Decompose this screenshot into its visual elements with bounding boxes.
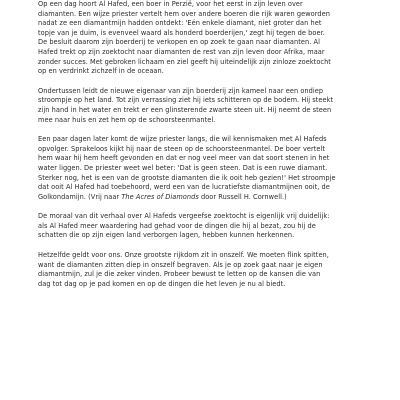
text-line: opvolger. Sprakeloos kijkt hij naar de steen op de schoorsteenmantel. De boer vertelt <box>38 144 326 153</box>
text-line: mee naar huis en zet hem op de schoorsteenmantel. <box>38 115 216 124</box>
citation-prefix: Golkondamijn. (Vrij naar <box>38 192 122 201</box>
text-line: stroompje op het land. Tot zijn verrassing ziet hij iets schitteren op de bodem. Hij steekt <box>38 96 334 105</box>
text-line: topje van je duim, is evenveel waard als honderd boerderijen,' zegt hij tegen de boer. <box>38 28 325 37</box>
text-line: dag tot dag op je pad komen en op de dingen die het leven je nu al biedt. <box>38 279 286 288</box>
text-line-citation <box>38 193 364 203</box>
paragraph-1 <box>38 0 364 77</box>
text-line: Hetzelfde geldt voor ons. Onze grootste rijkdom zit in onszelf. We moeten flink spitten, <box>38 251 329 260</box>
text-line: want de diamanten zitten diep in onszelf begraven. Als je op zoek gaat naar je eigen <box>38 260 323 269</box>
document-page <box>38 0 364 299</box>
paragraph-5 <box>38 251 364 289</box>
text-line: als Al Hafed meer waardering had gehad voor de dingen die hij al bezat, zou hij de <box>38 221 316 230</box>
text-line: Ondertussen leidt de nieuwe eigenaar van zijn boerderij zijn kameel naar een ondiep <box>38 86 324 95</box>
text-line: Op een dag hoort Al Hafed, een boer in Perzië, voor het eerst in zijn leven over <box>38 0 303 8</box>
paragraph-4 <box>38 212 364 241</box>
paragraph-2 <box>38 87 364 125</box>
text-line: diamantmijn, zul je die zeker vinden. Probeer bewust te letten op de kansen die van <box>38 270 321 279</box>
text-line: De moraal van dit verhaal over Al Hafeds vergeefse zoektocht is eigenlijk vrij duidelijk: <box>38 212 330 221</box>
text-line: Sterker nog, het is een van de grootste diamanten die ik ooit heb gezien!' Het stroompje <box>38 173 336 182</box>
text-line: zonder succes. Met gebroken lichaam en ziel geeft hij uiteindelijk zijn zinloze zoektocht <box>38 57 331 66</box>
text-line: hem waar hij hem heeft gevonden en dat er nog veel meer van dat soort stenen in het <box>38 154 330 163</box>
text-line: zijn hand in het water en trekt er een glinsterende zwarte steen uit. Hij neemt de steen <box>38 105 332 114</box>
citation-suffix: door Russell H. Cornwell.) <box>198 192 287 201</box>
book-title: The Acres of Diamonds <box>121 192 199 201</box>
text-line: water liggen. De priester weet wel beter: 'Dat is geen steen. Dat is een ruwe diamant. <box>38 163 328 172</box>
text-line: Een paar dagen later komt de wijze priester langs, die wil kennismaken met Al Hafeds <box>38 135 327 144</box>
text-line: De besluit daarom zijn boerderij te verkopen en op zoek te gaan naar diamanten. Al <box>38 38 320 47</box>
text-line: op en verdrinkt zichzelf in de oceaan. <box>38 67 164 76</box>
paragraph-3 <box>38 135 364 202</box>
text-line: dat ooit Al Hafed had toebehoord, werd een van de lucratiefste diamantmijnen ooit, de <box>38 183 330 192</box>
text-line: nadat ze een diamantmijn hadden ontdekt: 'Eén enkele diamant, niet groter dan het <box>38 19 322 28</box>
text-line: diamanten. Een wijze priester vertelt hem over andere boeren die rijk waren geworden <box>38 9 330 18</box>
text-line: Hafed trekt op zijn zoektocht naar diamanten de rest van zijn leven door Afrika, maar <box>38 47 325 56</box>
text-line: schatten die op zijn eigen land verborgen lagen, hebben kunnen herkennen. <box>38 231 295 240</box>
